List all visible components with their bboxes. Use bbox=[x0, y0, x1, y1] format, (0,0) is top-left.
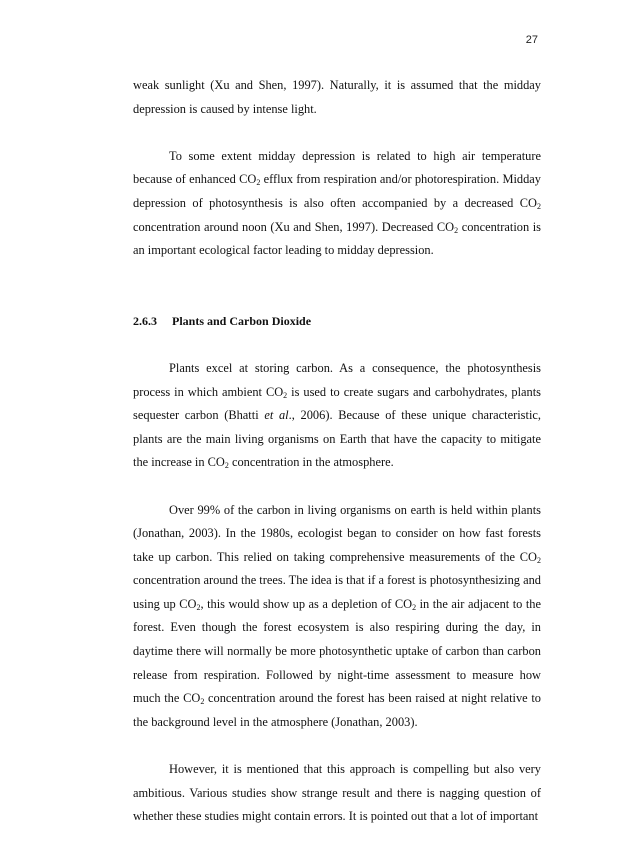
subscript: 2 bbox=[200, 697, 205, 707]
subscript: 2 bbox=[412, 602, 417, 612]
subscript: 2 bbox=[196, 602, 201, 612]
text-run: concentration around the trees. The idea is that if a forest is photosynthesizing and using up CO bbox=[133, 573, 541, 611]
subscript: 2 bbox=[537, 555, 541, 565]
text-run: concentration around noon (Xu and Shen, 1997). Decreased CO bbox=[133, 219, 455, 234]
text-run: Plants excel at storing carbon. As a consequence, the photosynthesis process in which ambient CO bbox=[133, 360, 541, 399]
text-run: efflux from respiration and/or photorespiration. Midday depression of photosynthesis is also often accompanied by a decreased CO bbox=[133, 172, 541, 210]
document-body bbox=[133, 74, 541, 852]
text-run: concentration in the atmosphere. bbox=[228, 455, 394, 470]
subscript: 2 bbox=[224, 461, 229, 471]
text-run: , this would show up as a depletion of CO bbox=[200, 596, 413, 611]
italic-text: et al bbox=[264, 408, 289, 423]
section-heading bbox=[133, 310, 541, 334]
text-run: Over 99% of the carbon in living organisms on earth is held within plants (Jonathan, 2003). In the 1980s, ecologist began to consider on how fast forests take up carbon. This relied on taking comprehensive measurements of the CO bbox=[133, 502, 541, 564]
paragraph bbox=[133, 758, 541, 829]
subscript: 2 bbox=[454, 225, 459, 235]
paragraph bbox=[133, 145, 541, 263]
text-run: weak sunlight (Xu and Shen, 1997). Naturally, it is assumed that the midday depression is caused by intense light. bbox=[133, 78, 541, 116]
text-run: is used to create sugars and carbohydrates, plants sequester carbon (Bhatti bbox=[133, 384, 541, 423]
section-number: 2.6.3 bbox=[133, 313, 157, 328]
section-title: Plants and Carbon Dioxide bbox=[172, 313, 312, 328]
paragraph bbox=[133, 74, 541, 121]
text-run: in the air adjacent to the forest. Even though the forest ecosystem is also respiring during the day, in daytime there will normally be more photosynthetic uptake of carbon than carbon release from respiration. Followed by night-time assessment to measure how much the CO bbox=[133, 596, 542, 706]
paragraph bbox=[133, 499, 541, 735]
text-run: concentration around the forest has been raised at night relative to the background level in the atmosphere (Jonathan, 2003). bbox=[133, 691, 542, 729]
subscript: 2 bbox=[537, 201, 541, 211]
text-run: concentration is an important ecological factor leading to midday depression. bbox=[133, 219, 542, 258]
text-run: ., 2006). Because of these unique characteristic, plants are the main living organisms on Earth that have the capacity to mitigate the increase in CO bbox=[133, 408, 541, 470]
subscript: 2 bbox=[283, 390, 288, 400]
text-run: However, it is mentioned that this approach is compelling but also very ambitious. Various studies show strange result and there is nagging question of whether these studies might contain errors. It is pointed out that a lot of important bbox=[133, 762, 541, 824]
subscript: 2 bbox=[256, 178, 261, 188]
paragraph bbox=[133, 357, 541, 475]
page-number: 27 bbox=[525, 34, 538, 46]
text-run: To some extent midday depression is related to high air temperature because of enhanced CO bbox=[133, 148, 541, 187]
